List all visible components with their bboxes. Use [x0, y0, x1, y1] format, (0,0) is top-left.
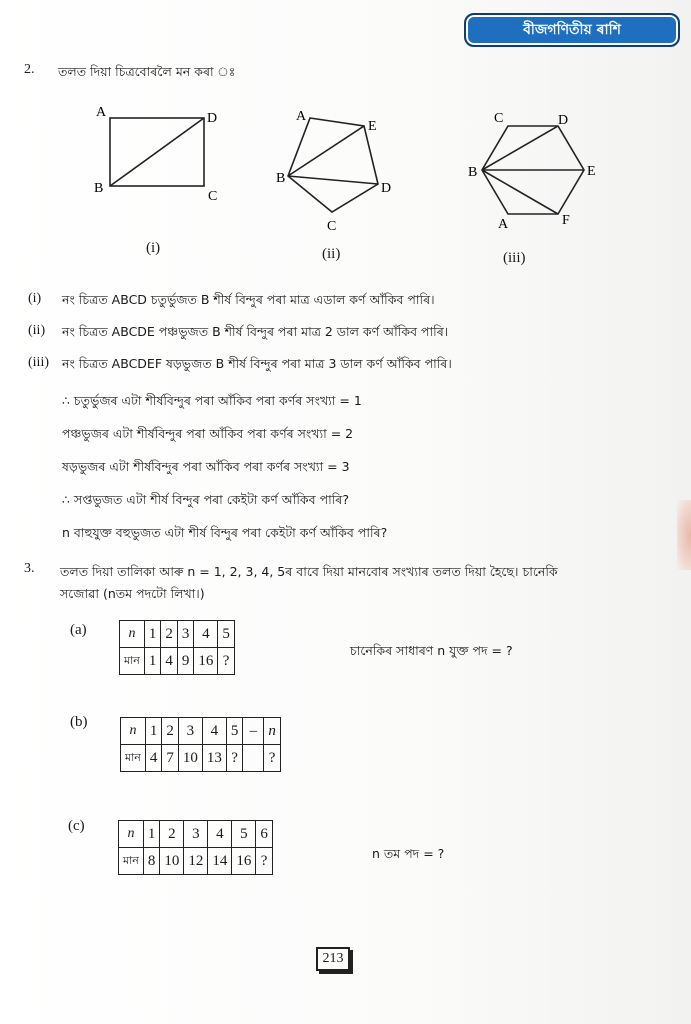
vertex-label-b: B — [468, 165, 478, 180]
vertex-label-e: E — [587, 164, 596, 179]
item-marker-1: (i) — [28, 291, 42, 306]
finger-shadow — [677, 500, 691, 570]
table-cell: 1 — [143, 821, 160, 848]
vertex-label-b: B — [276, 171, 286, 186]
table-cell: মান — [121, 745, 146, 772]
table-cell: 13 — [202, 745, 226, 772]
question-3-text-line2: সজোৱা (nতম পদটো লিখা।) — [60, 586, 205, 601]
vertex-label-b: B — [94, 181, 104, 196]
item-text-3: নং চিত্ৰত ABCDEF ষড়ভুজত B শীৰ্ষ বিন্দুৰ পৰা মাত্ৰ 3 ডাল কৰ্ণ আঁকিব পাৰি। — [62, 356, 452, 371]
table-cell: 1 — [145, 718, 162, 745]
chapter-title: বীজগণিতীয় ৰাশি — [523, 22, 621, 38]
table-cell: 3 — [177, 621, 194, 648]
figure-quadrilateral — [88, 100, 228, 210]
table-cell: 4 — [208, 821, 232, 848]
table-cell: 5 — [218, 621, 235, 648]
table-cell: 5 — [232, 821, 256, 848]
table-row — [120, 621, 235, 648]
vertex-label-c: C — [208, 189, 218, 204]
question-line-4: ∴ সপ্তভুজত এটা শীৰ্ষ বিন্দুৰ পৰা কেইটা কৰ্ণ আঁকিব পাৰি? — [62, 492, 349, 507]
vertex-label-f: F — [562, 213, 570, 228]
item-marker-3: (iii) — [28, 355, 49, 370]
table-c-note: n তম পদ = ? — [372, 846, 445, 861]
table-cell: n — [264, 718, 281, 745]
vertex-label-d: D — [207, 111, 218, 126]
table-cell: 5 — [226, 718, 243, 745]
result-line-3: ষড়ভুজৰ এটা শীৰ্ষবিন্দুৰ পৰা আঁকিব পৰা কৰ্ণৰ সংখ্যা = 3 — [62, 459, 350, 474]
vertex-label-a: A — [96, 105, 107, 120]
table-cell: মান — [120, 648, 145, 675]
table-cell: 2 — [162, 718, 179, 745]
table-cell: ? — [218, 648, 235, 675]
figure-3-caption: (iii) — [503, 250, 526, 266]
table-cell: 2 — [161, 621, 178, 648]
table-cell: 3 — [184, 821, 208, 848]
table-b-label: (b) — [70, 714, 88, 730]
table-cell: 4 — [202, 718, 226, 745]
table-cell: n — [119, 821, 144, 848]
vertex-label-d: D — [558, 113, 569, 128]
table-cell: ? — [264, 745, 281, 772]
table-a-note: চানেকিৰ সাধাৰণ n যুক্ত পদ = ? — [350, 643, 513, 658]
table-row — [119, 848, 273, 875]
figure-1-caption: (i) — [146, 240, 161, 256]
vertex-label-e: E — [368, 119, 377, 134]
table-a-label: (a) — [70, 622, 87, 638]
table-cell: 9 — [177, 648, 194, 675]
table-cell: 8 — [143, 848, 160, 875]
table-cell: 16 — [232, 848, 256, 875]
table-cell: 3 — [178, 718, 202, 745]
table-cell: 10 — [178, 745, 202, 772]
table-row — [121, 745, 281, 772]
vertex-label-c: C — [327, 219, 337, 234]
table-cell — [243, 745, 264, 772]
table-cell: 12 — [184, 848, 208, 875]
table-cell: 1 — [144, 621, 161, 648]
table-cell: ? — [226, 745, 243, 772]
table-row — [121, 718, 281, 745]
table-cell: 7 — [162, 745, 179, 772]
question-2-text: তলত দিয়া চিত্ৰবোৰলৈ মন কৰা ঃ — [58, 64, 236, 79]
sequence-table-b — [120, 717, 281, 772]
question-3-text-line1: তলত দিয়া তালিকা আৰু n = 1, 2, 3, 4, 5ৰ বাবে দিয়া মানবোৰ সংখ্যাৰ তলত দিয়া হৈছে। চানেকি — [60, 564, 558, 579]
vertex-label-a: A — [498, 217, 509, 230]
item-text-1: নং চিত্ৰত ABCD চতুৰ্ভুজত B শীৰ্ষ বিন্দুৰ পৰা মাত্ৰ এডাল কৰ্ণ আঁকিব পাৰি। — [62, 292, 435, 307]
item-marker-2: (ii) — [28, 323, 46, 338]
table-cell: 16 — [194, 648, 218, 675]
figure-pentagon — [274, 104, 404, 234]
result-line-1: ∴ চতুৰ্ভুজৰ এটা শীৰ্ষবিন্দুৰ পৰা আঁকিব পৰা কৰ্ণৰ সংখ্যা = 1 — [62, 393, 362, 408]
question-line-5: n বাহুযুক্ত বহুভুজত এটা শীৰ্ষ বিন্দুৰ পৰা কেইটা কৰ্ণ আঁকিব পাৰি? — [62, 525, 388, 540]
table-cell: 6 — [256, 821, 273, 848]
sequence-table-c — [118, 820, 273, 875]
table-cell: – — [243, 718, 264, 745]
table-cell: 10 — [160, 848, 184, 875]
table-cell: ? — [256, 848, 273, 875]
table-row — [119, 821, 273, 848]
page-number: 213 — [316, 947, 350, 971]
table-cell: 1 — [144, 648, 161, 675]
result-line-2: পঞ্চভুজৰ এটা শীৰ্ষবিন্দুৰ পৰা আঁকিব পৰা কৰ্ণৰ সংখ্যা = 2 — [62, 426, 354, 441]
table-cell: 4 — [194, 621, 218, 648]
table-cell: n — [121, 718, 146, 745]
table-cell: 14 — [208, 848, 232, 875]
table-c-label: (c) — [68, 818, 85, 834]
question-3-number: 3. — [24, 561, 35, 576]
table-cell: মান — [119, 848, 144, 875]
table-cell: 2 — [160, 821, 184, 848]
table-cell: 4 — [161, 648, 178, 675]
table-cell: 4 — [145, 745, 162, 772]
vertex-label-c: C — [494, 111, 504, 126]
figure-2-caption: (ii) — [322, 246, 341, 262]
chapter-title-badge — [464, 13, 680, 47]
table-row — [120, 648, 235, 675]
vertex-label-d: D — [381, 181, 392, 196]
question-2-number: 2. — [24, 62, 35, 77]
sequence-table-a — [119, 620, 235, 675]
figure-hexagon — [466, 106, 606, 230]
vertex-label-a: A — [296, 109, 307, 124]
table-cell: n — [120, 621, 145, 648]
item-text-2: নং চিত্ৰত ABCDE পঞ্চভুজত B শীৰ্ষ বিন্দুৰ পৰা মাত্ৰ 2 ডাল কৰ্ণ আঁকিব পাৰি। — [62, 324, 449, 339]
